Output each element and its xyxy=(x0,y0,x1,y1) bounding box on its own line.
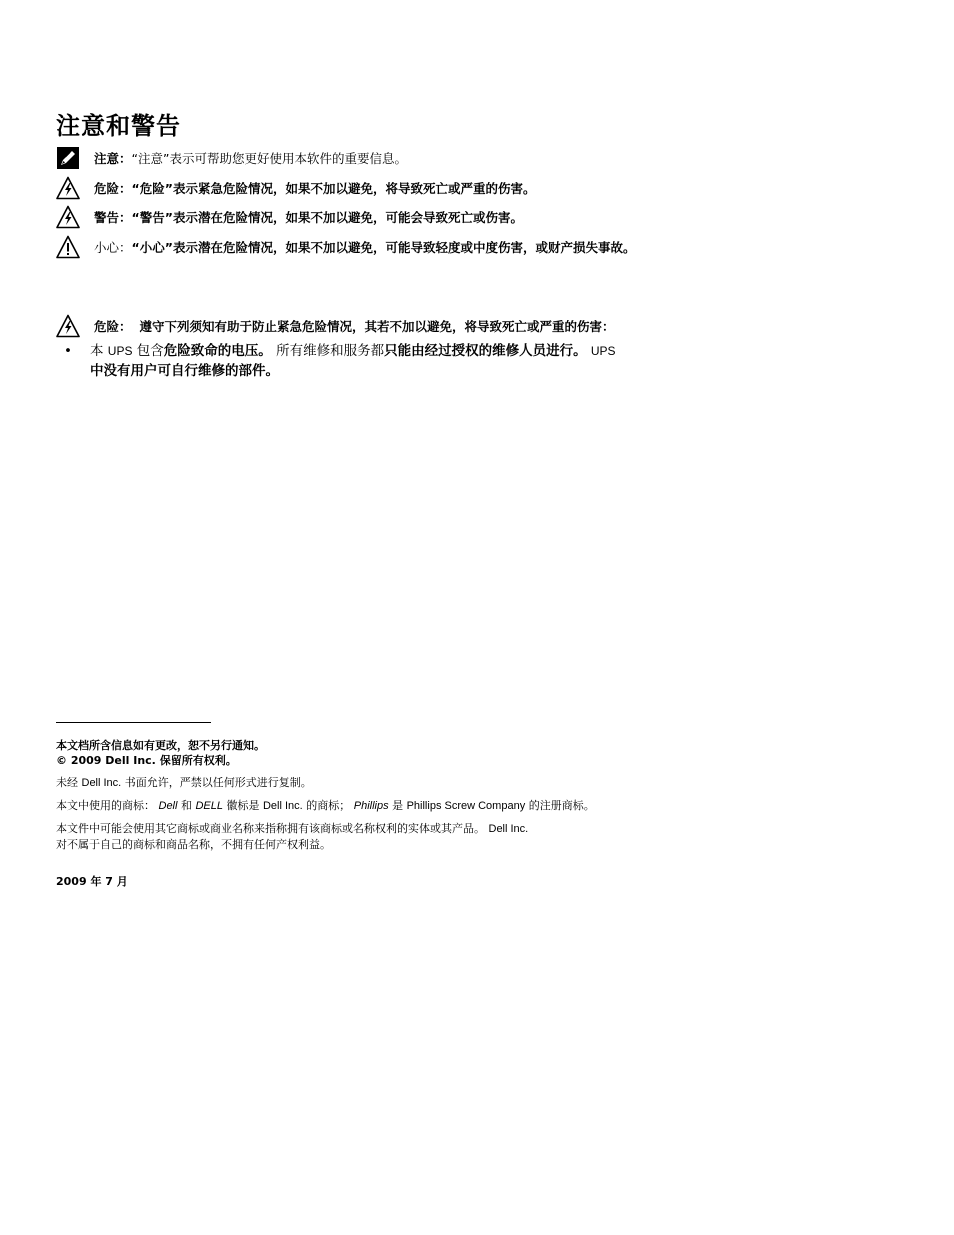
page-title: 注意和警告 xyxy=(56,112,181,140)
bullet-marker: • xyxy=(64,343,72,359)
caution-exclamation-icon xyxy=(56,235,80,259)
caution-notice: 小心： “小心”表示潜在危险情况，如果不加以避免，可能导致轻度或中度伤害，或财产损失事故。 xyxy=(56,235,936,259)
note-notice: 注意： “注意”表示可帮助您更好使用本软件的重要信息。 xyxy=(56,146,936,170)
warning-lightning-icon xyxy=(56,205,80,229)
publication-date: 2009 年 7 月 xyxy=(56,875,128,888)
other-trademarks-notice: 本文件中可能会使用其它商标或商业名称来指称拥有该商标或名称权利的实体或其产品。 Dell Inc. 对不属于自己的商标和商品名称，不拥有任何产权利益。 xyxy=(56,822,529,851)
danger-notice: 危险： “危险”表示紧急危险情况，如果不加以避免，将导致死亡或严重的伤害。 xyxy=(56,176,936,200)
warning-notice: 警告： “警告”表示潜在危险情况，如果不加以避免，可能会导致死亡或伤害。 xyxy=(56,205,936,229)
ups-voltage-bullet: • 本 UPS 包含危险致命的电压。 所有维修和服务都只能由经过授权的维修人员进行。 UPS 中没有用户可自行维修的部件。 xyxy=(64,343,616,379)
reproduction-notice: 未经 Dell Inc. 书面允许，严禁以任何形式进行复制。 xyxy=(56,776,312,789)
note-pencil-icon xyxy=(56,146,80,170)
ups-danger-notice: 危险： 遵守下列须知有助于防止紧急危险情况，其若不加以避免，将导致死亡或严重的伤害： xyxy=(56,314,936,338)
trademark-notice: 本文中使用的商标： Dell 和 DELL 徽标是 Dell Inc. 的商标； Phillips 是 Phillips Screw Company 的注册商标。 xyxy=(56,799,595,812)
footer-notice: 本文档所含信息如有更改，恕不另行通知。 © 2009 Dell Inc. 保留所有权利。 xyxy=(56,739,265,767)
footnote-divider xyxy=(56,722,211,723)
danger-lightning-icon xyxy=(56,176,80,200)
danger-lightning-icon xyxy=(56,314,80,338)
